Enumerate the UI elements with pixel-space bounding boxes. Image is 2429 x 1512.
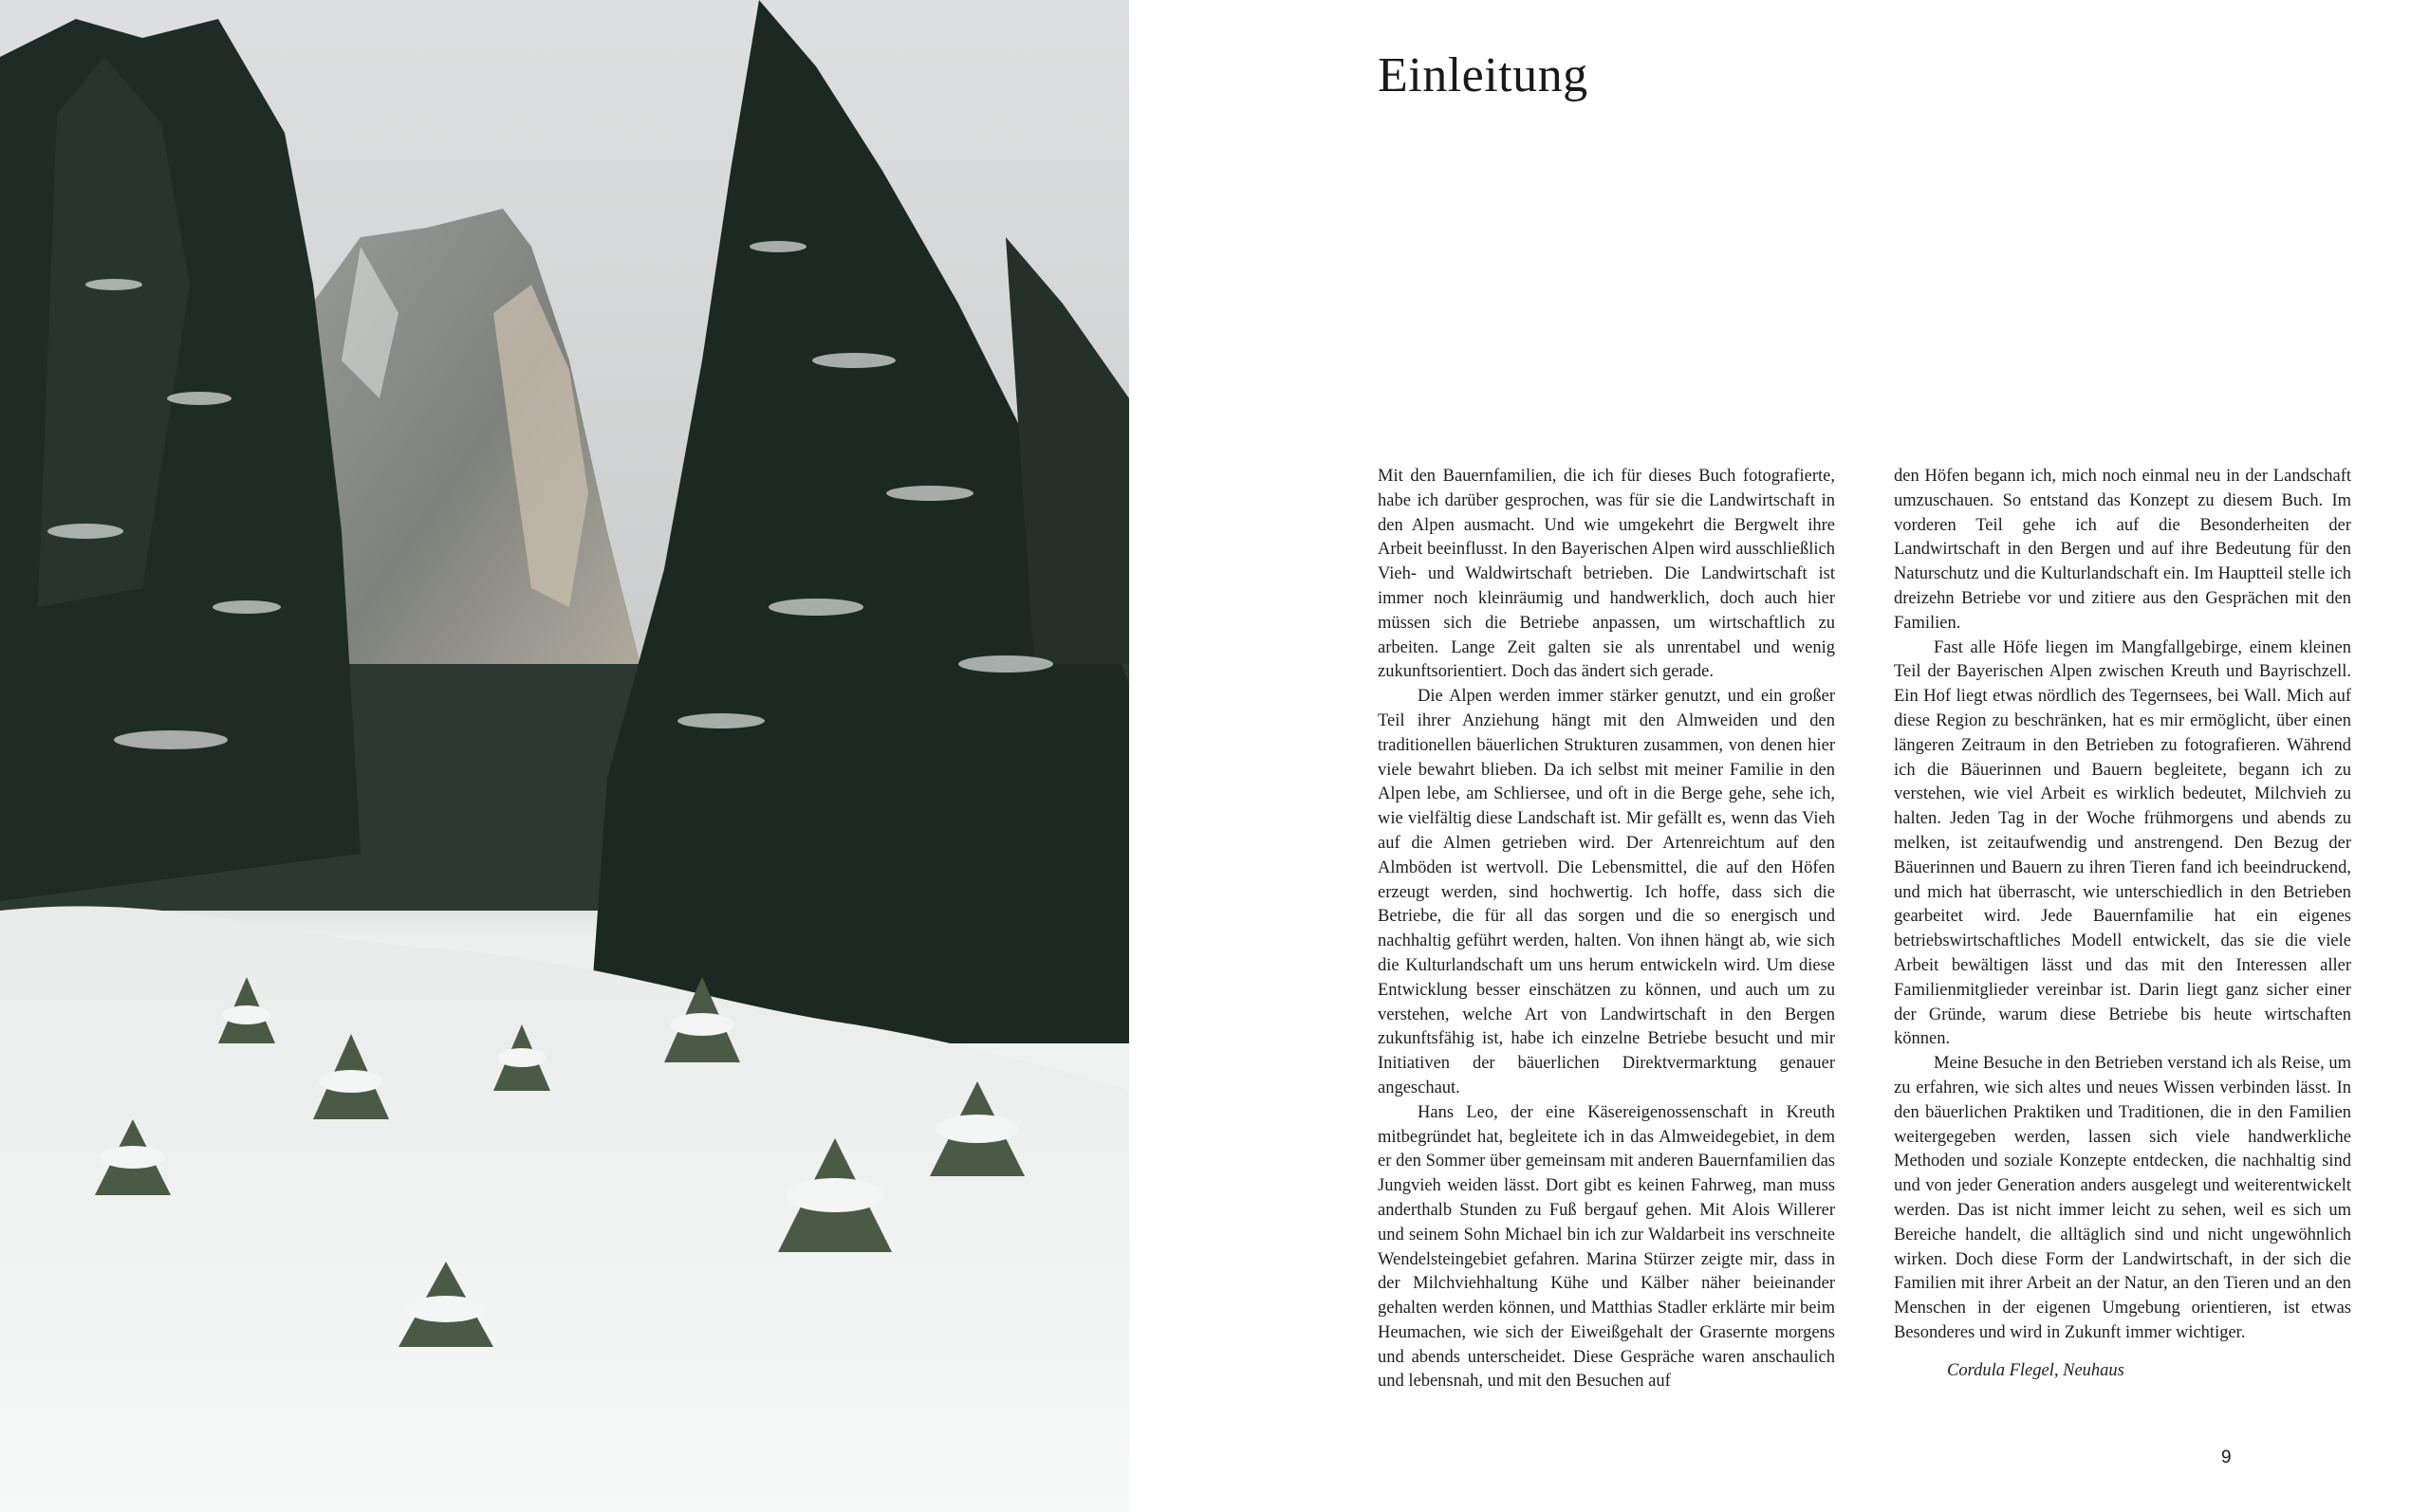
- paragraph: Hans Leo, der eine Käsereigenossenschaft in Kreuth mitbegründet hat, begleitete ich in das Almweidegebiet, in dem er den Sommer über gemeinsam mit anderen Bauernfamilien das Jungvieh weiden lässt. Dort gibt es keinen Fahrweg, man muss anderthalb Stunden zu Fuß bergauf gehen. Mit Alois Willerer und seinem Sohn Michael bin ich zur Waldarbeit ins verschneite Wendelsteingebiet gefahren. Marina Stürzer zeigte mir, dass in der Milchviehhaltung Kühe und Kälber näher beieinander gehalten werden können, und Matthias Stadler erklärte mir beim Heumachen, wie sich der Eiweißgehalt der Grasernte morgens und abends unterscheidet. Diese Gespräche waren anschaulich und lebensnah, und mit den Besuchen auf: [1378, 1102, 1835, 1392]
- forest-photograph-illustration: [0, 0, 1129, 1512]
- paragraph: Meine Besuche in den Betrieben verstand ich als Reise, um zu erfahren, wie sich altes und neues Wissen verbinden lässt. In den bäuerlichen Praktiken und Traditionen, die in den Familien weitergegeben werden, lassen sich viele handwerkliche Methoden und soziale Konzepte entdecken, die nachhaltig sind und von jeder Generation anders ausgelegt und weiterentwickelt werden. Das ist nicht immer leicht zu sehen, weil es sich um Bereiche handelt, die alltäglich sind und nicht ungewöhnlich wirken. Doch diese Form der Landwirtschaft, in der sich die Familien mit ihrer Arbeit an der Natur, an den Tieren und an den Menschen in der eigenen Umgebung orientieren, ist etwas Besonderes und wird in Zukunft immer wichtiger.: [1894, 1054, 2351, 1342]
- paragraph: Die Alpen werden immer stärker genutzt, und ein großer Teil ihrer Anziehung hängt mit den Almweiden und den traditionellen bäuerlichen Strukturen zusammen, von denen hier viele bewahrt blieben. Da ich selbst mit meiner Familie in den Alpen lebe, am Schliersee, und oft in die Berge gehe, sehe ich, wie vielfältig diese Landschaft ist. Mir gefällt es, wenn das Vieh auf die Almen getrieben wird. Der Artenreichtum auf den Almböden ist wertvoll. Die Lebensmittel, die auf den Höfen erzeugt werden, sind hochwertig. Ich hoffe, dass sich die Betriebe, die für all das sorgen und die so energisch und nachhaltig geführt werden, halten. Von ihnen hängt ab, wie sich die Kulturlandschaft um uns herum entwickeln wird. Um diese Entwicklung besser einschätzen zu können, und auch um zu verstehen, welche Art von Landwirtschaft in den Bergen zukunftsfähig ist, habe ich einzelne Betriebe besucht und mir Initiativen der bäuerlichen Direktvermarktung genauer angeschaut.: [1378, 687, 1835, 1097]
- author-signature: Cordula Flegel, Neuhaus: [1947, 1360, 2124, 1380]
- text-column-right: [1894, 465, 2351, 1383]
- forest-photograph: [0, 0, 1129, 1512]
- chapter-title: Einleitung: [1378, 48, 1588, 102]
- page-number: 9: [2221, 1447, 2232, 1467]
- paragraph: den Höfen begann ich, mich noch einmal neu in der Landschaft umzuschauen. So entstand das Konzept zu diesem Buch. Im vorderen Teil gehe ich auf die Besonderheiten der Landwirtschaft in den Bergen und auf ihre Bedeutung für den Naturschutz und die Kulturlandschaft ein. Im Hauptteil stelle ich dreizehn Betriebe vor und zitiere aus den Gesprächen mit den Familien.: [1894, 467, 2351, 633]
- paragraph: Mit den Bauernfamilien, die ich für dieses Buch fotografierte, habe ich darüber gesprochen, was für sie die Landwirtschaft in den Alpen ausmacht. Und wie umgekehrt die Bergwelt ihre Arbeit beeinflusst. In den Bayerischen Alpen wird ausschließlich Vieh- und Waldwirtschaft betrieben. Die Landwirtschaft ist immer noch kleinräumig und handwerklich, doch auch hier müssen sich die Betriebe anpassen, um wirtschaftlich zu arbeiten. Lange Zeit galten sie als unrentabel und wenig zukunftsorientiert. Doch das ändert sich gerade.: [1378, 467, 1835, 682]
- text-column-left: [1378, 465, 1835, 1394]
- paragraph: Fast alle Höfe liegen im Mangfallgebirge, einem kleinen Teil der Bayerischen Alpen zwischen Kreuth und Bayrischzell. Ein Hof liegt etwas nördlich des Tegernsees, bei Wall. Mich auf diese Region zu beschränken, hat es mir ermöglicht, über einen längeren Zeitraum in den Betrieben zu fotografieren. Während ich die Bäuerinnen und Bauern begleitete, begann ich zu verstehen, wie viel Arbeit es wirklich bedeutet, Milchvieh zu halten. Jeden Tag in der Woche frühmorgens und abends zu melken, ist zeitaufwendig und anstrengend. Den Bezug der Bäuerinnen und Bauern zu ihren Tieren fand ich beeindruckend, und mich hat überrascht, wie unterschiedlich in den Betrieben gearbeitet wird. Jede Bauernfamilie hat ein eigenes betriebswirtschaftliches Modell entwickelt, das sie die viele Arbeit bewältigen lässt und das mit den Interessen aller Familienmitglieder vereinbar ist. Darin liegt ganz sicher einer der Gründe, warum diese Betriebe bis heute wirtschaften können.: [1894, 637, 2351, 1049]
- text-page: [1129, 0, 2429, 1512]
